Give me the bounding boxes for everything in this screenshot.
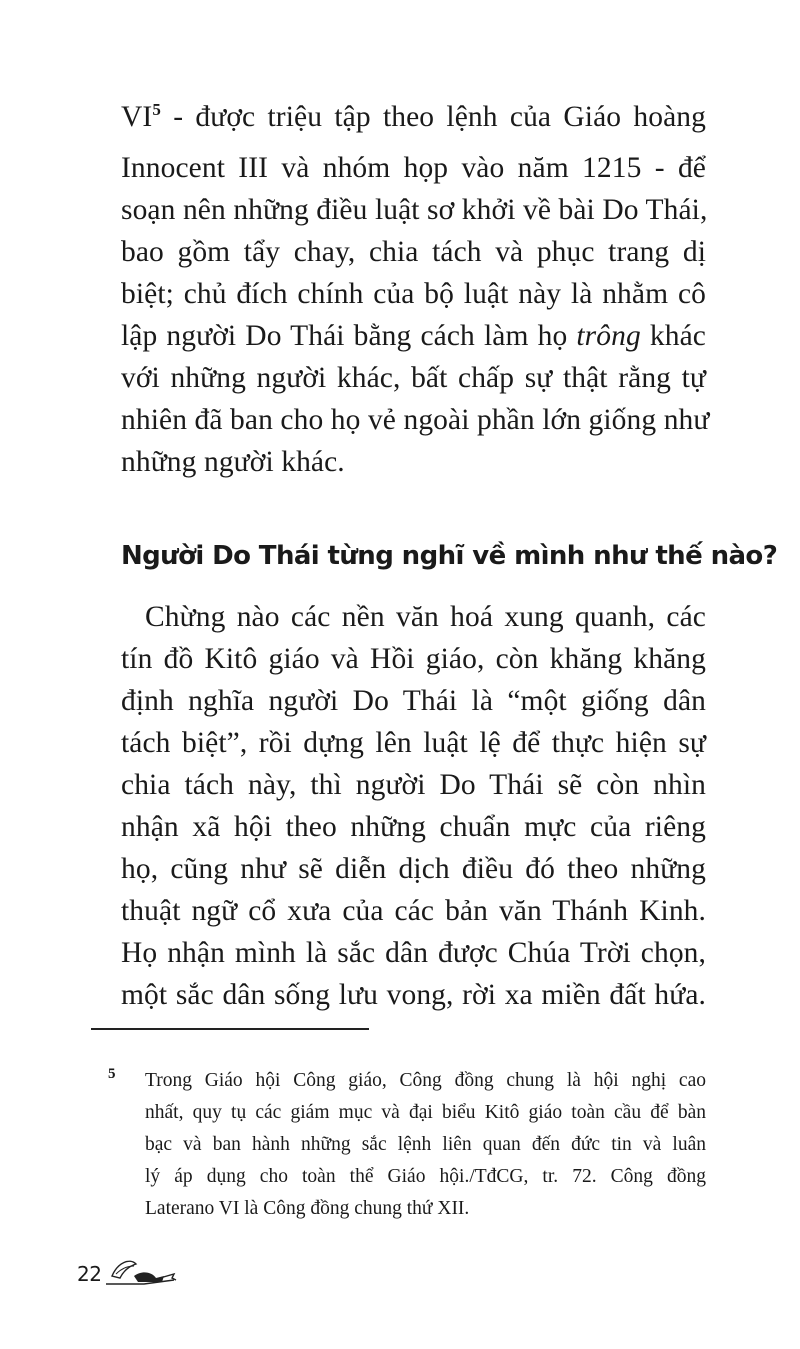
footnote-line-1: Trong Giáo hội Công giáo, Công đồng chung là hội nghị cao [145,1070,706,1091]
footnote-divider [91,1028,369,1030]
footnote-marker: 5 [108,1066,116,1082]
footnote-line-3: bạc và ban hành những sắc lệnh liên quan đến đức tin và luân [145,1134,706,1155]
paragraph1-line-3: soạn nên những điều luật sơ khởi về bài Do Thái, [121,194,708,226]
paragraph1-line-8: nhiên đã ban cho họ vẻ ngoài phần lớn giống như [121,404,710,436]
page-number: 22 [77,1262,102,1286]
footnote-line-5: Laterano VI là Công đồng chung thứ XII. [145,1198,470,1219]
emphasis-word: trông [576,320,641,352]
section-heading: Người Do Thái từng nghĩ về mình như thế nào? [121,541,778,571]
paragraph2-line-7: họ, cũng như sẽ diễn dịch điều đó theo những [121,853,706,885]
paragraph2-line-10: một sắc dân sống lưu vong, rời xa miền đất hứa. [121,979,706,1011]
paragraph1-line-7: với những người khác, bất chấp sự thật rằng tự [121,362,706,394]
paragraph2-line-1: Chừng nào các nền văn hoá xung quanh, các [145,601,706,633]
paragraph2-line-2: tín đồ Kitô giáo và Hồi giáo, còn khăng khăng [121,643,706,675]
quill-ornament-icon [104,1254,179,1288]
paragraph2-line-5: chia tách này, thì người Do Thái sẽ còn nhìn [121,769,706,801]
paragraph2-line-6: nhận xã hội theo những chuẩn mực của riêng [121,811,706,843]
paragraph1-line-1: VI$^5$ - được triệu tập theo lệnh của Giáo hoàng [121,100,706,133]
paragraph1-line-4: bao gồm tẩy chay, chia tách và phục trang dị [121,236,706,268]
paragraph1-line-2: Innocent III và nhóm họp vào năm 1215 - để [121,152,706,184]
footnote-line-4: lý áp dụng cho toàn thể Giáo hội./TđCG, tr. 72. Công đồng [145,1166,706,1187]
footnote-line-2: nhất, quy tụ các giám mục và đại biểu Kitô giáo toàn cầu để bàn [145,1102,706,1123]
paragraph2-line-9: Họ nhận mình là sắc dân được Chúa Trời chọn, [121,937,706,969]
paragraph1-line-9: những người khác. [121,446,345,478]
footnote-reference[interactable]: 5 [152,100,161,120]
paragraph2-line-8: thuật ngữ cổ xưa của các bản văn Thánh Kinh. [121,895,706,927]
paragraph1-line-5: biệt; chủ đích chính của bộ luật này là nhằm cô [121,278,706,310]
paragraph2-line-4: tách biệt”, rồi dựng lên luật lệ để thực hiện sự [121,727,706,759]
paragraph2-line-3: định nghĩa người Do Thái là “một giống dân [121,685,706,717]
paragraph1-line-6: lập người Do Thái bằng cách làm họ trông khác [121,320,706,352]
